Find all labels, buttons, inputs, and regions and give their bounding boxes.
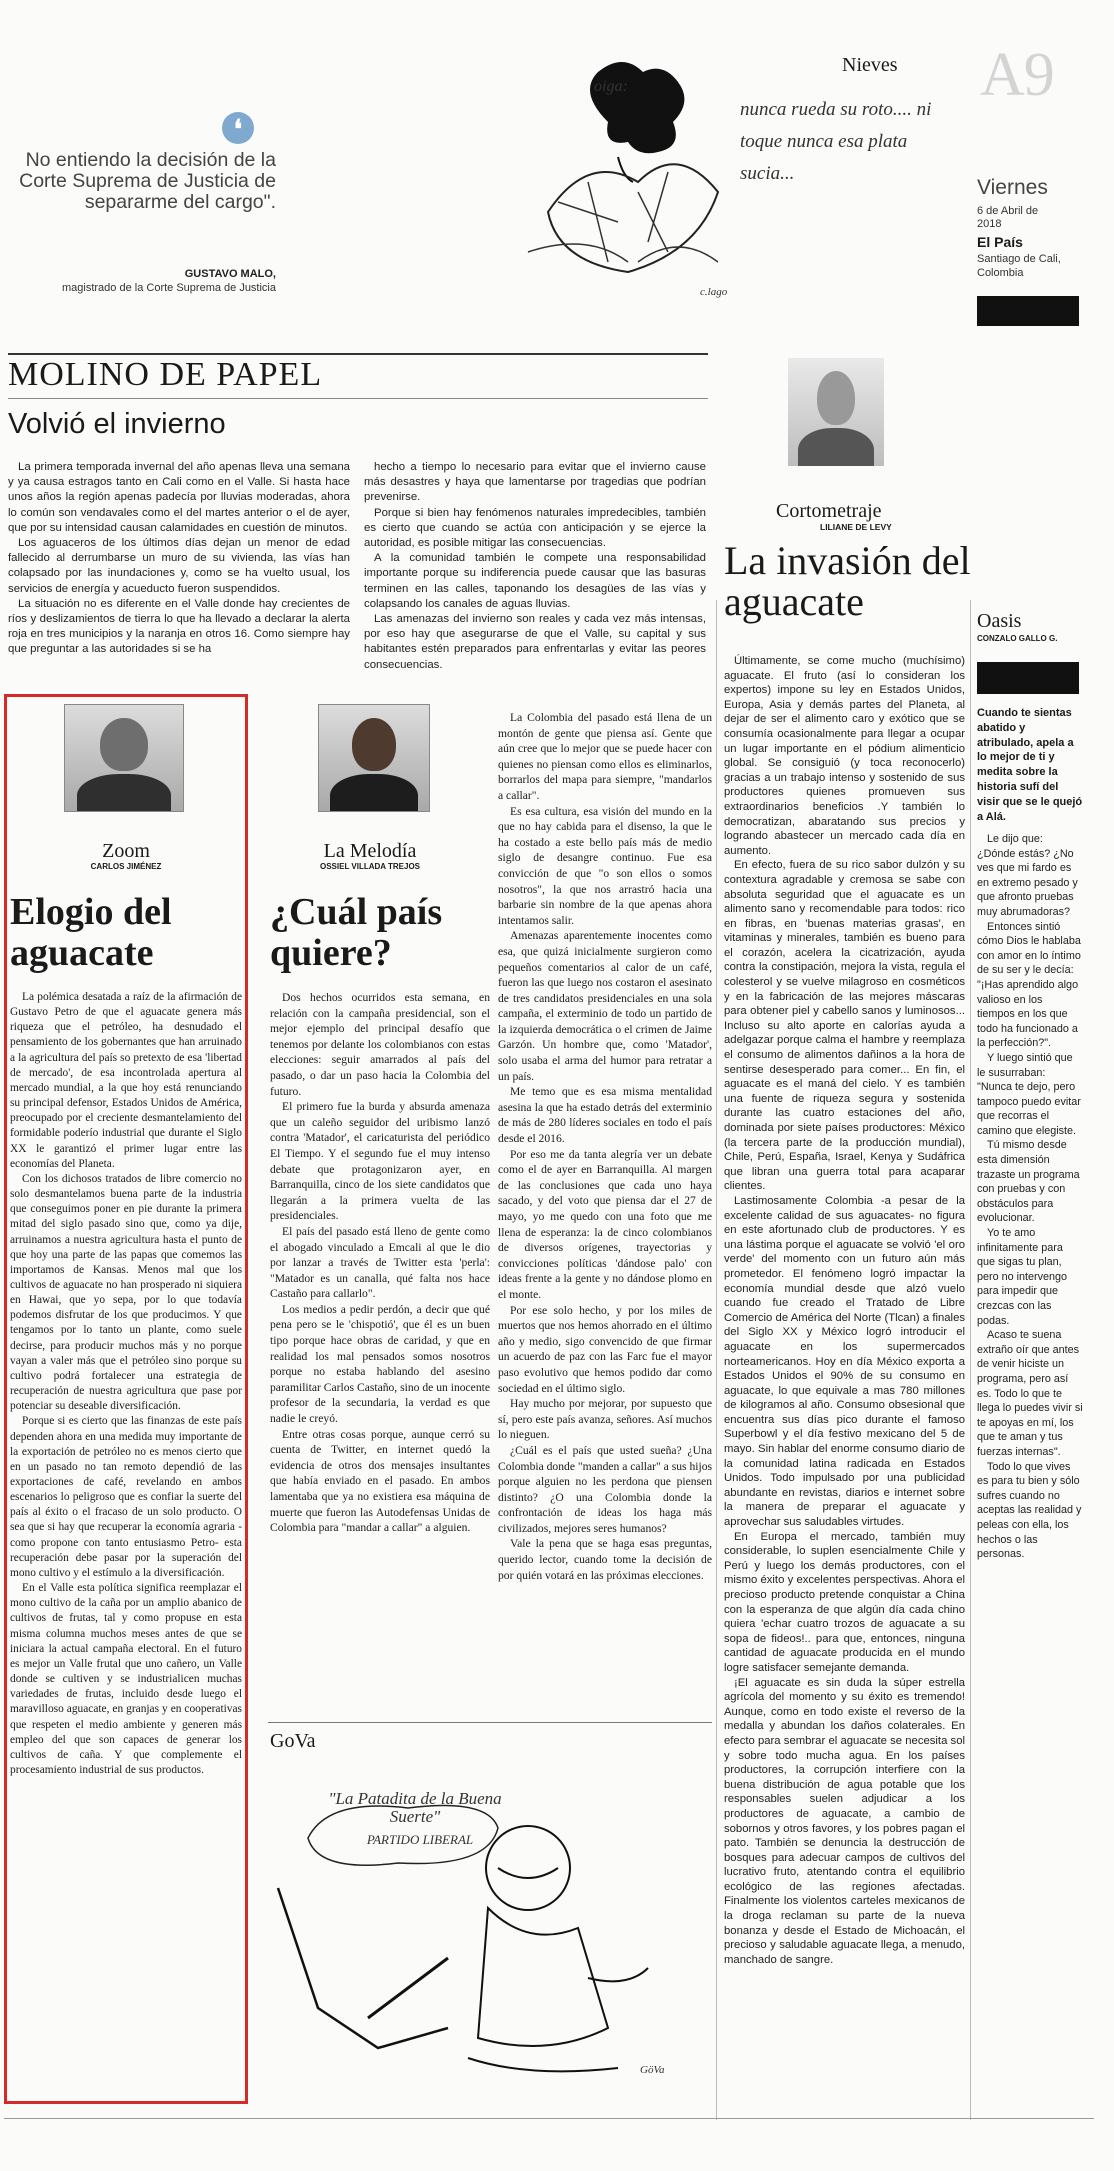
paragraph: Tú mismo desde esta dimensión trazaste un programa con pruebas y con obstáculos para evolucionar. xyxy=(977,1139,1080,1225)
paragraph: Las amenazas del invierno son reales y cada vez más intensas, por eso hay que asegurarse de que el Valle, su capital y sus habitantes estén preparados para enfrentarlas y evitar las peores consecuencias. xyxy=(364,613,706,671)
paragraph: En efecto, fuera de su rico sabor dulzón y su contextura agradable y cremosa se sabe con absoluta seguridad que el aguacate es un alimento sano y recomendable para todos: rico en fibras, en 'buenas materias grasas', en vitaminas y minerales, también es bueno para el corazón, acelera la cicatrización, ayuda contra la constipación, mejora la vista, regula el colesterol y se vuelve milagroso en cosméticos y en la fabricación de las mejores máscaras para obtener piel y cabello sanos y luminosos... Incluso su alto aporte en calorías ayuda a adelgazar porque calma el hambre y reemplaza el consumo de alimentos dañinos a la hora de sentirse desesperado para comer... En fin, el aguacate es el maná del cielo. Y es también una fuente de riqueza segura y sostenida durante las cuatro estaciones del año, dominada por siete países productores: México (la tercera parte de la producción mundial), Chile, Perú, España, Israel, Kenya y Sudáfrica que libran una guerra total para acaparar clientes. xyxy=(724,859,965,1193)
paragraph: El país del pasado está lleno de gente como el abogado vinculado a Emcali al que le dio por lanzar a través de Twitter esta 'perla': "Matador es un canalla, qué falta nos hace Castaño para callarlo". xyxy=(270,1224,490,1301)
editorial-headline: Volvió el invierno xyxy=(8,408,226,440)
nieves-title: Nieves xyxy=(842,54,898,76)
gova-label: GoVa xyxy=(270,1730,316,1752)
paragraph: En el Valle esta política significa reemplazar el mono cultivo de la caña por un amplio abanico de cultivos de frutas, tal y como propuse en esta misma columna muchos meses antes de que se iniciara la actual campaña electoral. En el futuro es mejor un Valle frutal que uno cañero, un Valle donde se cultiven y se industrialicen muchas variedades de frutas, incluido desde luego el maravilloso aguacate, en granjas y en cooperativas que respeten el medio ambiente y generen más empleo del que son capaces de generar los cultivos de caña. Y que complemente el procesamiento industrial de sus productos. xyxy=(10,1582,242,1776)
paragraph: Vale la pena que se haga esas preguntas, querido lector, cuando tome la decisión de por quién votará en las próximas elecciones. xyxy=(498,1537,712,1582)
gova-caption: "La Patadita de la Buena Suerte" xyxy=(328,1789,502,1826)
paragraph: El primero fue la burda y absurda amenaza que un caleño seguidor del uribismo lanzó contra 'Matador', el caricaturista del periódico El Tiempo. Y el segundo fue el muy intenso debate que protagonizaron ayer, en Barranquilla, cinco de los siete candidatos que llegarán a la primera vuelta de las presidenciales. xyxy=(270,1100,490,1223)
paragraph: Lastimosamente Colombia -a pesar de la excelente calidad de sus aguacates- no figura en este afortunado club de productores. Y es una lástima porque el aguacate se volvió 'el oro verde' del momento con un futuro aún más prometedor. El fenómeno logró impactar la economía mundial desde que alzó vuelo cuando fue creado el Tratado de Libre Comercio de América del Norte (Tlcan) a finales del Siglo XX y México logró introducir el aguacate en los supermercados norteamericanos. Hoy en día México exporta a Estados Unidos el 90% de su consumo en aguacate, lo que equivale a mas 780 millones de kilogramos al año. Consumo obsesional que encuentra sus días pico durante el famoso Superbowl y el día festivo mexicano del 5 de mayo. Sin hablar del enorme consumo diario de la comunidad latina radicada en Estados Unidos. Todo impulsado por una publicidad abundante en revistas, diarios e internet sobre la manera de preparar el aguacate y aprovechar sus saludables virtudes. xyxy=(724,1194,965,1529)
zoom-author: CARLOS JIMÉNEZ xyxy=(90,862,162,871)
quote-author: GUSTAVO MALO, xyxy=(184,268,276,280)
paragraph: Entre otras cosas porque, aunque cerró su cuenta de Twitter, en internet quedó la evidencia de otros dos mensajes insultantes que había enviado en el pasado. En ambos lamentaba que ya no existiera esa máquina de muerte que fueron las Autodefensas Unidas de Colombia para "mandar a callar" a alguien. xyxy=(270,1427,490,1535)
paragraph: Porque si es cierto que las finanzas de este país dependen ahora en una medida muy importante de la exportación de petróleo no es menos cierto que en un pasado no tan remoto dependió de las exportaciones de café, revelando en ambos escenarios lo peligroso que es confiar la suerte del país al éxito o el fracaso de un solo producto. O sea que si hay que recuperar la economía agraria -como propone con tanto entusiasmo Petro- esta recuperación debe pasar por la superación del mono cultivo y el estímulo a la diversificación. xyxy=(10,1415,242,1579)
oasis-author: CONZALO GALLO G. xyxy=(977,634,1058,643)
date: 6 de Abril de 2018 xyxy=(977,205,1039,230)
paragraph: Hay mucho por mejorar, por supuesto que sí, pero este país avanza, señores. Así muchos lo nieguen. xyxy=(498,1397,712,1442)
section-rule-bottom xyxy=(8,398,708,399)
paragraph: En Europa el mercado, también muy considerable, lo suplen esencialmente Chile y Perú y luego los demás productores, con el mismo éxito y excelentes perspectivas. Ahora el precioso producto pretende conquistar a China con la esperanza de que algún día cada chino quiera 'echar cuatro trozos de aguacate a su sopa de fideos!.. para que, entonces, ninguna cantidad de aguacate producida en el mundo logre satisfacer semejante demanda. xyxy=(724,1530,965,1674)
paragraph: Entonces sintió cómo Dios le hablaba con amor en lo íntimo de su ser y le decía: "¡Has aprendido algo valioso en los tiempos en los que todo ha funcionado a la perfección?". xyxy=(977,920,1081,1050)
location: Santiago de Cali, Colombia xyxy=(977,253,1061,279)
cortometraje-column-name: Cortometraje xyxy=(776,500,882,522)
cortometraje-headline: La invasión del aguacate xyxy=(724,538,971,624)
oasis-black-bar xyxy=(977,662,1079,694)
cortometraje-author: LILIANE DE LEVY xyxy=(820,522,892,532)
paragraph: A la comunidad también le compete una responsabilidad importante porque su indiferencia puede causar que las basuras terminen en las calles, taponando los desagües de las vías y colapsando los canales de aguas lluvias. xyxy=(364,552,706,610)
paragraph: Amenazas aparentemente inocentes como esa, que quizá inicialmente surgieron como pequeños comentarios al calor de un café, fueron las que luego nos costaron el asesinato de tres candidatos presidenciales en una sola campaña, el exterminio de todo un partido de la izquierda democrática o el crimen de Jaime Garzón. Un hombre que, como 'Matador', solo usaba el arma del humor para retratar a un país. xyxy=(498,929,712,1083)
quote-author-role: magistrado de la Corte Suprema de Justicia xyxy=(62,282,276,294)
section-title: MOLINO DE PAPEL xyxy=(8,356,323,393)
melodia-divider xyxy=(716,600,717,2120)
zoom-column-name: Zoom xyxy=(102,840,150,862)
paragraph: Con los dichosos tratados de libre comercio no solo desmantelamos buena parte de la industria que conseguimos poner en pie durante la primera mitad del siglo pasado sino que, como ya dije, arruinamos a nuestra agricultura hasta el punto de que hoy una parte de las papas que comemos las importamos de Kansas. Menos mal que los cultivos de aguacate no han prosperado ni siquiera en Hawai, que yo sepa, por lo que todavía podemos disfrutar de los que producimos. Y que tengamos por lo tanto un plante, como suele decirse, para producir muchos más y no porque vayan a valer más que el petróleo sino porque su cultivo podrá fortalecer una estrategia de recuperación de nuestra agricultura que pase por potenciar su deseable diversificación. xyxy=(10,1172,242,1413)
paragraph: Los aguaceros de los últimos días dejan un menor de edad fallecido al derrumbarse un muro de su vivienda, las vías han colapsado por las inundaciones y, como se ha vuelto usual, los servicios de energía y acueducto fueron suspendidos. xyxy=(8,537,350,595)
paragraph: Por ese solo hecho, y por los miles de muertos que nos hemos ahorrado en el último año y medio, sigo convencido de que firmar un acuerdo de paz con las Farc fue el mayor paso evolutivo que hemos podido dar como sociedad en el último siglo. xyxy=(498,1303,712,1395)
author-photo-ossiel xyxy=(318,704,430,812)
barcode-block xyxy=(977,296,1079,326)
paragraph: Le dijo que: ¿Dónde estás? ¿No ves que mi fardo es en extremo pesado y que afronto pruebas muy abrumadoras? xyxy=(977,833,1078,918)
editorial-col-1 xyxy=(8,460,350,658)
gova-subcaption: PARTIDO LIBERAL xyxy=(366,1832,474,1847)
gova-rule xyxy=(268,1722,712,1723)
zoom-body xyxy=(10,990,242,1778)
paragraph: La primera temporada invernal del año apenas lleva una semana y ya causa estragos tanto en Cali como en el Valle. Si hasta hace unos años la región apenas padecía por lluvias moderadas, ahora lo común son vendavales como el del martes anterior o el de ayer, que por su intensidad causan calamidades en cuestión de minutos. xyxy=(8,461,350,534)
paragraph: Me temo que es esa misma mentalidad asesina la que ha estado detrás del exterminio de más de 280 líderes sociales en todo el país desde el 2016. xyxy=(498,1085,712,1146)
paragraph: Porque si bien hay fenómenos naturales impredecibles, también es cierto que cuando se actúa con anticipación y se ejerce la autoridad, es posible mitigar las consecuencias. xyxy=(364,506,706,550)
oasis-divider xyxy=(970,600,971,2120)
nieves-handwritten-text: nunca rueda su roto.... ni toque nunca esa plata sucia... xyxy=(740,99,932,184)
paragraph: Por eso me da tanta alegría ver un debate como el de ayer en Barranquilla. Al margen de las conclusiones que cada uno haya sacado, y del voto que piensa dar el 27 de mayo, yo me quedo con una foto que me llena de esperanza: la de cinco colombianos de diversos orígenes, trayectorias y convicciones políticas 'dándose palo' con ideas frente a la gente y no dándose plomo en el monte. xyxy=(498,1147,712,1301)
zoom-headline: Elogio del aguacate xyxy=(10,891,172,974)
melodia-headline: ¿Cuál país quiere? xyxy=(270,891,443,974)
paragraph: Acaso te suena extraño oír que antes de venir hiciste un programa, pero así es. Todo lo que te llega lo puedes vivir si te apoyas en mí, los que te aman y tus fuerzas internas". xyxy=(977,1329,1083,1458)
paragraph: Todo lo que vives es para tu bien y sólo sufres cuando no aceptas las realidad y peleas con ella, los hechos o las personas. xyxy=(977,1460,1082,1561)
day-name: Viernes xyxy=(977,176,1048,199)
page-number: A9 xyxy=(980,41,1054,109)
oasis-body xyxy=(977,832,1083,1562)
cortometraje-body xyxy=(724,654,965,1967)
section-rule xyxy=(8,353,708,355)
paragraph: Los medios a pedir perdón, a decir que qué pena pero se le 'chispotió', que él es un buen tipo porque hace obras de caridad, y que en realidad los mal pensados somos nosotros porque no estaba hablando del asesino paramilitar Carlos Castaño, sino de un inocente profesor de la secundaria, la verdad es que nadie le creyó. xyxy=(270,1302,490,1426)
page-bottom-rule xyxy=(4,2118,1094,2119)
paragraph: La Colombia del pasado está llena de un montón de gente que piensa así. Gente que aún cree que lo mejor que se puede hacer con quienes no piensan como ellos es eliminarlos, borrarlos del mapa para siempre, "mandarlos a callar". xyxy=(498,711,712,802)
newspaper-name: El País xyxy=(977,234,1023,250)
author-photo-carlos xyxy=(64,704,184,812)
editorial-col-2 xyxy=(364,460,706,673)
paragraph: Yo te amo infinitamente para que sigas tu plan, pero no intervengo para impedir que crezcas con las podas. xyxy=(977,1227,1068,1327)
paragraph: Últimamente, se come mucho (muchísimo) aguacate. El fruto (así lo consideran los expertos) impone su ley en Estados Unidos, Europa, Asia y demás partes del Planeta, al dejar de ser el alimento caro y exótico que se consumía ocasionalmente para llegar a ocupar un lugar importante en el pódium alimenticio global. Se consiguió (y toca reconocerlo) gracias a un trabajo intenso y sostenido de sus productores quienes promueven sus extraordinarios beneficios .Y también lo democratizan, abaratando sus precios y logrando abastecer un mercado cada día en aumento. xyxy=(724,655,965,857)
paragraph: Y luego sintió que le susurraban: "Nunca te dejo, pero tampoco puedo evitar que recorras el camino que elegiste. xyxy=(977,1051,1081,1137)
featured-quote: No entiendo la decisión de la Corte Suprema de Justicia de separarme del cargo". xyxy=(19,149,276,213)
melodia-col-2 xyxy=(498,710,712,1695)
melodia-col-1 xyxy=(270,990,490,1706)
melodia-column-name: La Melodía xyxy=(323,840,417,862)
gova-signature: GöVa xyxy=(640,2064,665,2076)
nieves-signature: c.lago xyxy=(700,286,728,298)
paragraph: La polémica desatada a raíz de la afirmación de Gustavo Petro de que el aguacate genera más riqueza que el petróleo, ha desnudado el pensamiento de los gobernantes que han arruinado a la agricultura del país so pretexto de esa 'libertad de mercado', de esa incontrolada apertura al mercado mundial, a la que hoy está renunciando su principal defensor, Estados Unidos de América, preocupado por el creciente desmantelamiento del formidable poderío industrial que durante el Siglo XX le garantizó el primer lugar entre las economías del Planeta. xyxy=(10,991,242,1170)
paragraph: ¡El aguacate es sin duda la súper estrella agrícola del momento y su éxito es tremendo! Aunque, como en todo existe el reverso de la medalla y abundan los daños colaterales. En efecto para sembrar el aguacate se necesita sol y sobre todo mucha agua. En los países productores, la corrupción interfiere con la buena distribución de agua potable que los responsables suelen adjudicar a los productores de aguacate, a cambio de sobornos y otros favores, y los pobres pagan el pato. También se denuncia la destrucción de bosques para adecuar campos de cultivos del lucrativo fruto, atentando contra el equilibrio ecológico de las regiones afectadas. Finalmente los violentos carteles mexicanos de la droga reclaman su parte de la nueva bonanza y desde el Estado de Michoacán, el precioso y saludable aguacate llega, a menudo, manchado de sangre. xyxy=(724,1676,965,1966)
nieves-speech-label: oiga: xyxy=(594,78,628,95)
paragraph: Dos hechos ocurridos esta semana, en relación con la campaña presidencial, son el mejor ejemplo del principal desafío que tenemos por delante los colombianos con estas elecciones: seguir amarrados al país del pasado, o dar un paso hacia la Colombia del futuro. xyxy=(270,991,490,1098)
oasis-column-name: Oasis xyxy=(977,610,1022,632)
paragraph: ¿Cuál es el país que usted sueña? ¿Una Colombia donde "manden a callar" a sus hijos porque alguien no les perdona que piensen distinto? ¿O una Colombia donde la confrontación de ideas los haga más civilizados, mejores seres humanos? xyxy=(498,1443,712,1535)
paragraph: Es esa cultura, esa visión del mundo en la que no hay cabida para el disenso, la que le ha costado a este bello país más de medio siglo de desangre continuo. Fue esa convicción de que "o son ellos o somos nosotros", la que nos arrastró hacia una barbarie sin nombre de la que apenas ahora intentamos salir. xyxy=(498,804,712,927)
melodia-author: OSSIEL VILLADA TREJOS xyxy=(319,862,420,871)
paragraph: La situación no es diferente en el Valle donde hay crecientes de ríos y deslizamientos de tierra lo que ha llevado a declarar la alerta roja en tres municipios y la naranja en otros 16. Como siempre hay que preguntar a las autoridades si se ha xyxy=(8,597,350,656)
paragraph: hecho a tiempo lo necesario para evitar que el invierno cause más desastres y haya que lamentarse por tragedias que podrían prevenirse. xyxy=(364,461,706,504)
oasis-lead: Cuando te sientas abatido y atribulado, apela a lo mejor de ti y medita sobre la historia sufí del visir que se le quejó a Alá. xyxy=(977,707,1083,823)
quote-mark-icon: ❛ xyxy=(222,112,254,144)
author-photo-liliane xyxy=(788,358,884,466)
